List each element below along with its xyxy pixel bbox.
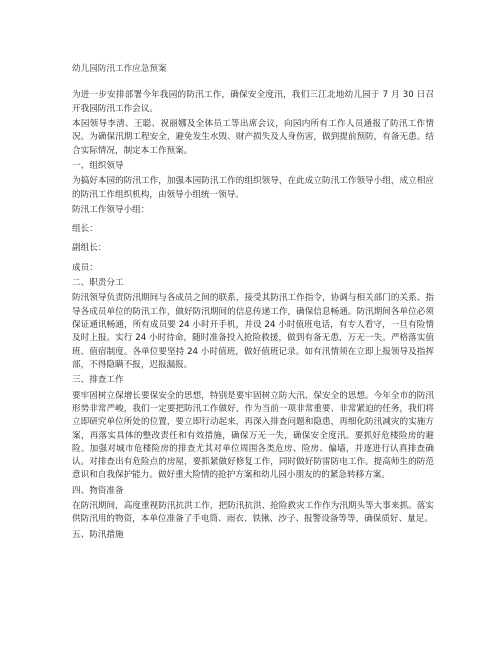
section-1-body: 为搞好本园的防汛工作，加强本园防汛工作的组织领导，在此成立防汛工作领导小组，成立相应的防汛工作组织机构，由领导小组统一领导。	[72, 176, 434, 200]
meeting-paragraph: 本园领导李清、王聪、祝丽娜及全体员工等出席会议，向园内所有工作人员通报了防汛工作情况。为确保汛期工程安全，避免发生水毁、财产损失及人身伤害，做到提前预防，有备无患。结合实际情况，制定本工作预案。	[72, 118, 434, 156]
deputy-leader-label: 副组长：	[72, 243, 107, 254]
section-4-body: 在防汛期间，高度重视防汛抗洪工作，把防汛抗洪、抢险救灾工作作为汛期头等大事来抓。落实供防汛用的物资，本单位准备了手电筒、雨衣、铁锹、沙子、报警设备等等，确保质好、量足。	[72, 501, 434, 525]
leadership-group-label: 防汛工作领导小组：	[72, 204, 150, 215]
member-label: 成员：	[72, 262, 98, 273]
section-2-heading: 二、职责分工	[72, 278, 124, 289]
document-title: 幼儿园防汛工作应急预案	[72, 64, 167, 74]
document-page	[72, 63, 434, 544]
section-3-heading: 三、排查工作	[72, 375, 124, 386]
section-1-heading: 一、组织领导	[72, 160, 124, 171]
section-5-heading: 五、防汛措施	[72, 529, 124, 540]
section-2-body: 防汛领导负责防汛期间与各成员之间的联系，接受其防汛工作指令，协调与相关部门的关系、指导各成员单位的防汛工作，做好防汛期间的信息传递工作，确保信息畅通。防汛期间各单位必须保证通讯畅通，所有成员要 24 小时开手机，并设 24 小时值班电话，有专人看守，一旦有险情及时上报。实行 24 小时待命，随时准备投入抢险救援，做到有备无患，万无一失。严格落实值班、值宿制度。各单位要坚持 24 小时值班，做好值班记录。如有汛情须在立即上报领导及指挥部，不得隐瞒不报，迟报漏报。	[72, 293, 434, 370]
section-4-heading: 四、物资准备	[72, 485, 124, 496]
section-3-body: 要牢固树立保增长要保安全的思想，特别是要牢固树立防大汛、保安全的思想。今年全市的防汛形势非常严峻，我们一定要把防汛工作做好，作为当前一项非常重要、非常紧迫的任务，我们将立即研究单位所处的位置，要立即行动起来，再深入排查问题和隐患，再细化防汛减灾的实施方案，再落实具体的整改责任和有效措施，确保万无一失，确保安全度汛。要抓好危楼险房的避险。加强对城市危楼险房的排查尤其对单位周围各类危房、险房、偏墙，并逐进行认真排查确认。对排查出有危险点的房屋，要抓紧做好修复工作，同时做好防雷防电工作。提高师生的防范意识和自我保护能力。做好重大险情的抢护方案和幼儿园小朋友的的紧急转移方案。	[72, 390, 434, 481]
intro-paragraph: 为进一步安排部署今年我园的防汛工作，确保安全度汛，我们三江北地幼儿园于 7 月 30 日召开我园防汛工作会议。	[72, 90, 434, 114]
leader-label: 组长：	[72, 224, 98, 235]
